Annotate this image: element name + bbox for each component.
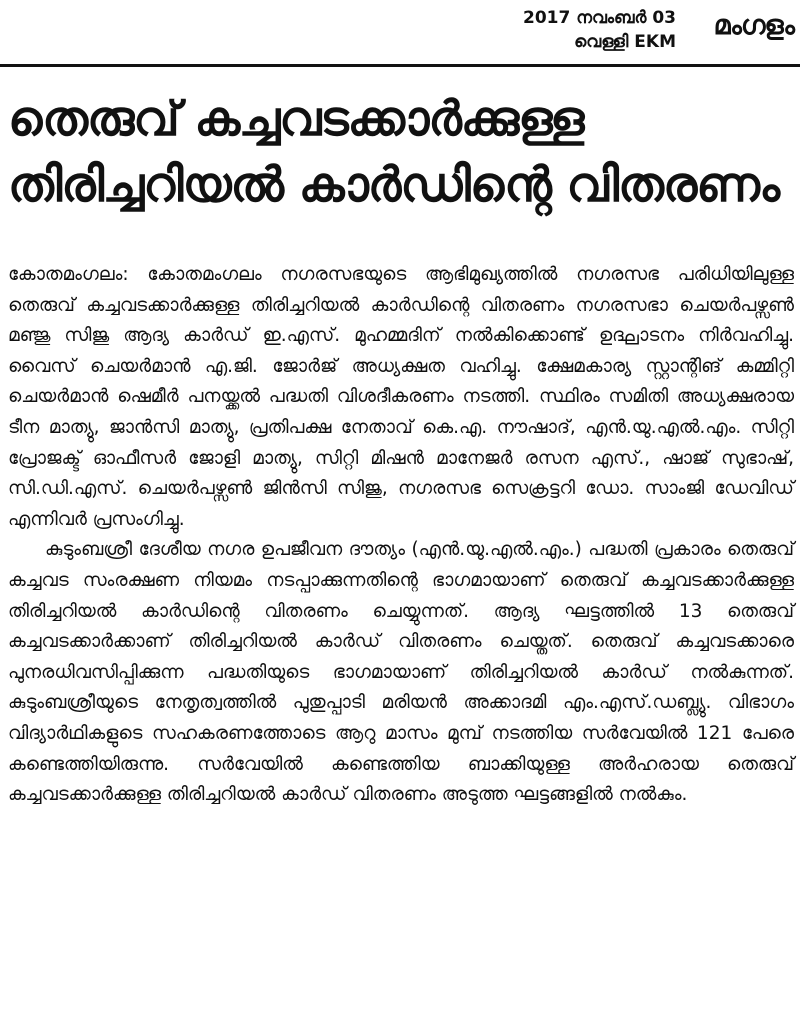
- article-paragraph-1: കോതമംഗലം: കോതമംഗലം നഗരസഭയുടെ ആഭിമുഖ്യത്തിൽ നഗരസഭ പരിധിയിലുള്ള തെരുവ് കച്ചവടക്കാർക്കുള്ള തിരിച്ചറിയൽ കാർഡിന്റെ വിതരണം നഗരസഭാ ചെയർപഴ്സൺ മഞ്ജു സിജു ആദ്യ കാർഡ് ഇ.എസ്. മുഹമ്മദിന് നൽകിക്കൊണ്ട് ഉദ്ഘാടനം നിർവഹിച്ചു. വൈസ് ചെയർമാൻ എ.ജി. ജോർജ് അധ്യക്ഷത വഹിച്ചു. ക്ഷേമകാര്യ സ്റ്റാന്റിങ് കമ്മിറ്റി ചെയർമാൻ ഷെമീർ പനയ്ക്കൽ പദ്ധതി വിശദീകരണം നടത്തി. സ്ഥിരം സമിതി അധ്യക്ഷരായ ടീന മാത്യു, ജാൻസി മാത്യു, പ്രതിപക്ഷ നേതാവ് കെ.എ. നൗഷാദ്, എൻ.യു.എൽ.എം. സിറ്റി പ്രോജക്ട് ഓഫീസർ ജോളി മാത്യു, സിറ്റി മിഷൻ മാനേജർ രസന എസ്., ഷാജ് സുഭാഷ്, സി.ഡി.എസ്. ചെയർപഴ്സൺ ജിൻസി സിജു, നഗരസഭ സെക്രട്ടറി ഡോ. സാംജി ഡേവിഡ് എന്നിവർ പ്രസംഗിച്ചു.: [8, 264, 794, 530]
- article-paragraph-2: കുടുംബശ്രീ ദേശീയ നഗര ഉപജീവന ദൗത്യം (എൻ.യു.എൽ.എം.) പദ്ധതി പ്രകാരം തെരുവ് കച്ചവട സംരക്ഷണ നിയമം നടപ്പാക്കുന്നതിന്റെ ഭാഗമായാണ് തെരുവ് കച്ചവടക്കാർക്കുള്ള തിരിച്ചറിയൽ കാർഡിന്റെ വിതരണം ചെയ്യുന്നത്. ആദ്യ ഘട്ടത്തിൽ 13 തെരുവ് കച്ചവടക്കാർക്കാണ് തിരിച്ചറിയൽ കാർഡ് വിതരണം ചെയ്തത്. തെരുവ് കച്ചവടക്കാരെ പുനരധിവസിപ്പിക്കുന്ന പദ്ധതിയുടെ ഭാഗമായാണ് തിരിച്ചറിയൽ കാർഡ് നൽകുന്നത്. കുടുംബശ്രീയുടെ നേതൃത്വത്തിൽ പുതുപ്പാടി മരിയൻ അക്കാദമി എം.എസ്.ഡബ്ല്യു. വിഭാഗം വിദ്യാർഥികളുടെ സഹകരണത്തോടെ ആറു മാസം മുമ്പ് നടത്തിയ സർവേയിൽ 121 പേരെ കണ്ടെത്തിയിരുന്നു. സർവേയിൽ കണ്ടെത്തിയ ബാക്കിയുള്ള അർഹരായ തെരുവ് കച്ചവടക്കാർക്കുള്ള തിരിച്ചറിയൽ കാർഡ് വിതരണം അടുത്ത ഘട്ടങ്ങളിൽ നൽകും.: [8, 539, 794, 806]
- newspaper-logo: മംഗളം: [713, 10, 794, 41]
- headline-line-2: തിരിച്ചറിയൽ കാർഡിന്റെ വിതരണം: [8, 157, 780, 213]
- dateline: [523, 6, 676, 54]
- article-body: [8, 260, 794, 811]
- headline-line-1: തെരുവ് കച്ചവടക്കാർക്കുള്ള: [8, 91, 584, 147]
- masthead: [0, 0, 800, 67]
- headline: [8, 86, 798, 218]
- publication-date: 2017 നവംബർ 03: [523, 8, 676, 28]
- day-edition: വെള്ളി EKM: [574, 32, 676, 52]
